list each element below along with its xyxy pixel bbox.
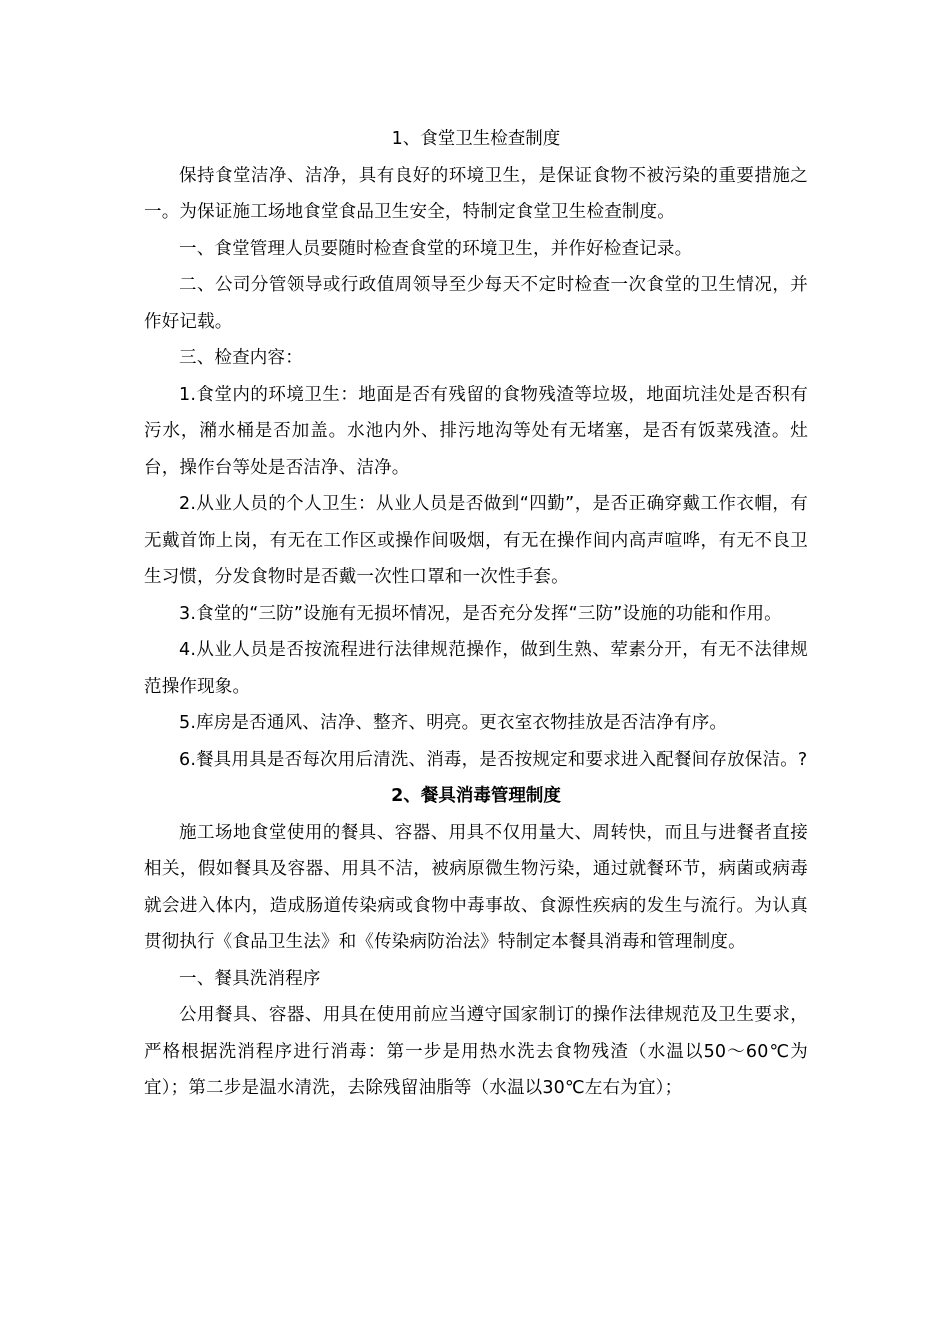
section2-title: 2、餐具消毒管理制度 — [391, 786, 561, 806]
section1-paragraph: 2.从业人员的个人卫生：从业人员是否做到“四勤”，是否正确穿戴工作衣帽，有无戴首饰上岗，有无在工作区或操作间吸烟，有无在操作间内高声喧哗，有无不良卫生习惯，分发食物时是否戴一次性口罩和一次性手套。 — [144, 494, 808, 587]
section1-paragraph: 二、公司分管领导或行政值周领导至少每天不定时检查一次食堂的卫生情况，并作好记载。 — [144, 275, 808, 332]
section2-paragraph: 施工场地食堂使用的餐具、容器、用具不仅用量大、周转快，而且与进餐者直接相关，假如餐具及容器、用具不洁，被病原微生物污染，通过就餐环节，病菌或病毒就会进入体内，造成肠道传染病或食物中毒事故、食源性疾病的发生与流行。为认真贯彻执行《食品卫生法》和《传染病防治法》特制定本餐具消毒和管理制度。 — [144, 822, 808, 952]
section1-paragraph: 4.从业人员是否按流程进行法律规范操作，做到生熟、荤素分开，有无不法律规范操作现象。 — [144, 640, 808, 697]
section2-paragraph: 一、餐具洗消程序 — [179, 968, 321, 989]
section1-paragraph: 6.餐具用具是否每次用后清洗、消毒，是否按规定和要求进入配餐间存放保洁。? — [179, 749, 808, 770]
section1-paragraph: 三、检查内容： — [179, 348, 303, 368]
section1-paragraph: 保持食堂洁净、洁净，具有良好的环境卫生，是保证食物不被污染的重要措施之一。为保证施工场地食堂食品卫生安全，特制定食堂卫生检查制度。 — [144, 165, 808, 222]
section1-paragraph: 1.食堂内的环境卫生：地面是否有残留的食物残渣等垃圾，地面坑洼处是否积有污水，潲水桶是否加盖。水池内外、排污地沟等处有无堵塞，是否有饭菜残渣。灶台，操作台等处是否洁净、洁净。 — [144, 384, 808, 478]
section1-paragraph: 5.库房是否通风、洁净、整齐、明亮。更衣室衣物挂放是否洁净有序。 — [179, 713, 728, 733]
section1-title: 1、食堂卫生检查制度 — [391, 129, 561, 149]
section2-paragraph: 公用餐具、容器、用具在使用前应当遵守国家制订的操作法律规范及卫生要求，严格根据洗消程序进行消毒：第一步是用热水洗去食物残渣（水温以50～60℃为宜）；第二步是温水清洗，去除残留油脂等（水温以30℃左右为宜）； — [144, 1005, 808, 1098]
section1-paragraph: 3.食堂的“三防”设施有无损坏情况，是否充分发挥“三防”设施的功能和作用。 — [179, 603, 782, 624]
document-body — [144, 121, 808, 1107]
section1-paragraph: 一、食堂管理人员要随时检查食堂的环境卫生，并作好检查记录。 — [179, 238, 693, 259]
